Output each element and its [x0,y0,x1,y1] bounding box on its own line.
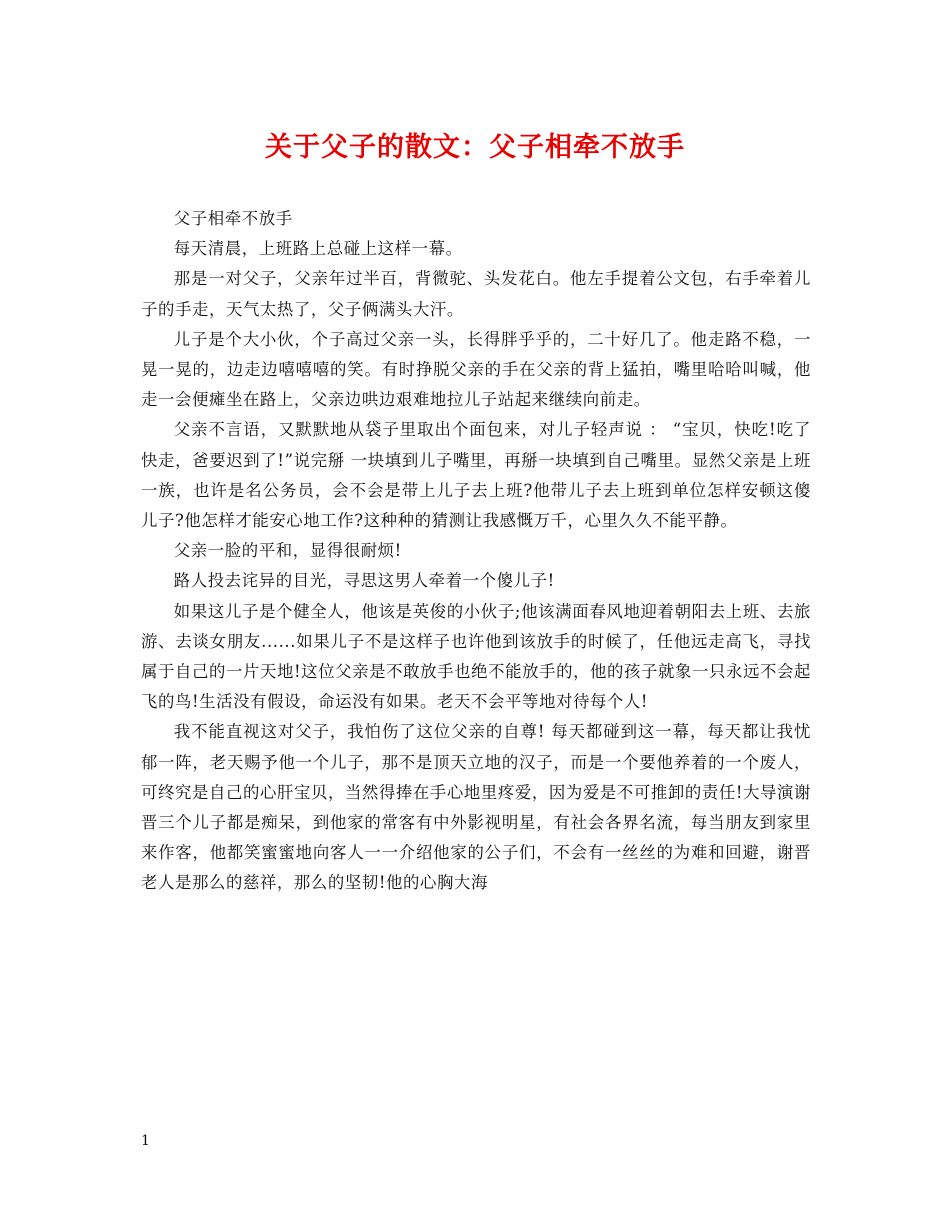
paragraph-6: 父亲一脸的平和，显得很耐烦! [173,541,402,561]
paragraph-3: 那是一对父子，父亲年过半百，背微驼、头发花白。他左手提着公文包，右手牵着儿子的手走，天气太热了，父子俩满头大汗。 [141,269,811,319]
page-number: 1 [141,1133,150,1149]
paragraph-2: 每天清晨，上班路上总碰上这样一幕。 [173,239,463,259]
document-title: 关于父子的散文：父子相牵不放手 [265,132,685,163]
paragraph-5: 父亲不言语，又默默地从袋子里取出个面包来，对儿子轻声说 ： “宝贝，快吃!吃了快走，爸要迟到了!”说完掰 一块填到儿子嘴里，再掰一块填到自己嘴里。显然父亲是上班一族，也许是名公务员，会不会是带上儿子去上班?他带儿子去上班到单位怎样安顿这傻儿子?他怎样才能安心地工作?这种种的猜测让我感慨万千，心里久久不能平静。 [141,420,811,531]
paragraph-8: 如果这儿子是个健全人，他该是英俊的小伙子;他该满面春风地迎着朝阳去上班、去旅游、去谈女朋友......如果儿子不是这样子也许他到该放手的时候了，任他远走高飞，寻找属于自己的一片天地!这位父亲是不敢放手也绝不能放手的，他的孩子就象一只永远不会起飞的鸟!生活没有假设，命运没有如果。老天不会平等地对待每个人! [141,601,811,712]
paragraph-7: 路人投去诧异的目光，寻思这男人牵着一个傻儿子! [173,571,555,591]
document-body [141,204,811,899]
paragraph-4: 儿子是个大小伙，个子高过父亲一头，长得胖乎乎的，二十好几了。他走路不稳，一晃一晃的，边走边嘻嘻嘻的笑。有时挣脱父亲的手在父亲的背上猛拍，嘴里哈哈叫喊，他走一会便瘫坐在路上，父亲边哄边艰难地拉儿子站起来继续向前走。 [141,329,811,410]
paragraph-1: 父子相牵不放手 [173,209,293,228]
paragraph-9: 我不能直视这对父子，我怕伤了这位父亲的自尊! 每天都碰到这一幕，每天都让我忧郁一阵，老天赐予他一个儿子，那不是顶天立地的汉子，而是一个要他养着的一个废人，可终究是自己的心肝宝贝，当然得捧在手心地里疼爱，因为爱是不可推卸的责任!大导演谢晋三个儿子都是痴呆，到他家的常客有中外影视明星，有社会各界名流，每当朋友到家里来作客，他都笑蜜蜜地向客人一一介绍他家的公子们，不会有一丝丝的为难和回避，谢晋老人是那么的慈祥，那么的坚韧!他的心胸大海 [141,722,811,893]
